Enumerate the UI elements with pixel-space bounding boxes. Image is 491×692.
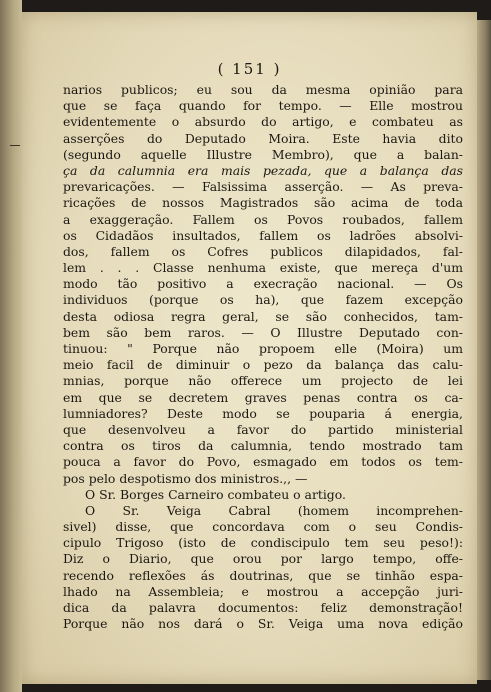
book-page [22,12,477,684]
text-line: Porque não nos dará o Sr. Veiga uma nova edição [63,616,463,632]
text-line: em que se decretem graves penas contra os ca- [63,389,463,405]
text-line: narios publicos; eu sou da mesma opinião para [63,82,463,97]
text-line: cipulo Trigoso (isto de condiscipulo tem seu peso!): [63,535,463,551]
text-line: O Sr. Borges Carneiro combateu o artigo. [85,486,346,502]
text-line: asserções do Deputado Moira. Este havia dito [63,130,463,146]
text-line: sivel) disse, que concordava com o seu Condis- [63,519,463,535]
text-line: que se faça quando for tempo. — Elle mostrou [63,98,463,114]
text-line: recendo reflexões ás doutrinas, que se tinhão espa- [63,567,463,583]
text-line: individuos (porque os ha), que fazem excepção [63,292,463,308]
text-line: bem são bem raros. — O Illustre Deputado con- [63,324,463,340]
text-line: dos, fallem os Cofres publicos dilapidados, fal- [63,243,463,259]
text-line: O Sr. Veiga Cabral (homem incomprehen- [85,502,463,518]
gutter-mark [10,145,20,146]
text-line: dica da palavra documentos: feliz demonstração! [63,600,463,615]
text-line: que desenvolveu a favor do partido ministerial [63,421,463,437]
body-text [63,82,463,632]
text-line: meio facil de diminuir o pezo da balança das calu- [63,357,463,373]
text-line: pouca a favor do Povo, esmagado em todos os tem- [63,454,463,470]
text-line: pos pelo despotismo dos ministros.,, — [63,470,308,486]
text-line: lumniadores? Deste modo se pouparia á energia, [63,405,463,421]
text-line: ricações de nossos Magistrados são acima de toda [63,195,463,211]
text-line: Diz o Diario, que orou por largo tempo, offe- [63,551,463,567]
text-line: modo tão positivo a execração nacional. — Os [63,276,463,292]
binding-gutter [0,0,22,692]
text-line: contra os tiros da calumnia, tendo mostrado tam [63,438,463,454]
text-line: a exaggeração. Fallem os Povos roubados, fallem [63,211,463,227]
page-header: ( 151 ) [217,60,282,78]
text-line: mnias, porque não offerece um projecto de lei [63,373,463,389]
text-line: ça da calumnia era mais pezada, que a balança das [63,162,463,178]
text-line: desta odiosa regra geral, se são conhecidos, tam- [63,308,463,324]
text-line: evidentemente o absurdo do artigo, e combateu as [63,114,463,130]
text-line: (segundo aquelle Illustre Membro), que a balan- [63,146,463,162]
text-line: lem . . . Classe nenhuma existe, que mereça d'um [63,260,463,276]
text-line: os Cidadãos insultados, fallem os ladrões absolvi- [63,227,463,243]
page-edge [477,20,491,680]
text-line: tinuou: " Porque não propoem elle (Moira) um [63,341,463,356]
text-line: lhado na Assembleia; e mostrou a accepção juri- [63,583,463,599]
text-line: prevaricações. — Falsissima asserção. — As preva- [63,179,463,195]
